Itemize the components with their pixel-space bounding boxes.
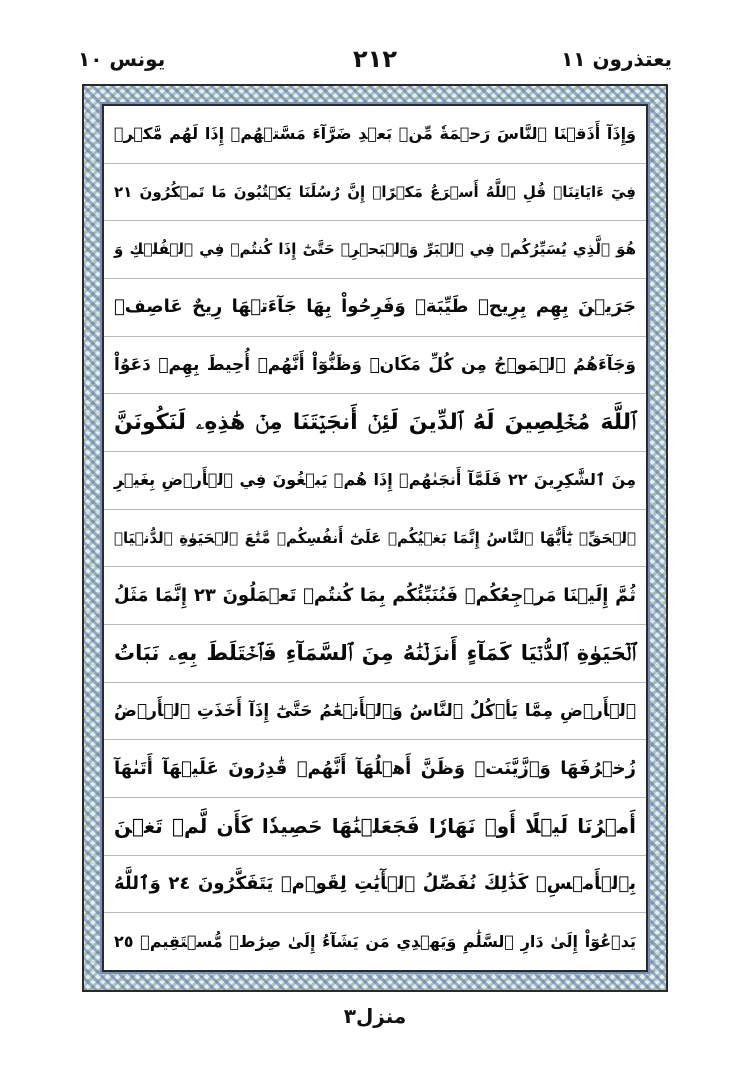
verse-text: فِيٓ ءَايَاتِنَاۚ قُلِ ٱللَّهُ أَسۡرَعُ مَكۡرًاۚ إِنَّ رُسُلَنَا يَكۡتُبُونَ مَا تَمۡكُرُونَ ٢١ [114,182,636,201]
text-line [104,394,646,452]
text-line [104,510,646,568]
verse-text: جَرَيۡنَ بِهِم بِرِيحٖ طَيِّبَةٖ وَفَرِحُواْ بِهَا جَآءَتۡهَا رِيحٌ عَاصِفٞ [114,296,636,318]
verse-text: وَإِذَآ أَذَقۡنَا ٱلنَّاسَ رَحۡمَةٗ مِّنۢ بَعۡدِ ضَرَّآءَ مَسَّتۡهُمۡ إِذَا لَهُم مَّكۡرٞ [114,124,637,144]
verse-text: ٱلۡحَيَوٰةِ ٱلدُّنۡيَا كَمَآءٍ أَنزَلۡنَٰهُ مِنَ ٱلسَّمَآءِ فَٱخۡتَلَطَ بِهِۦ نَبَاتُ [114,640,636,665]
verse-text: يَدۡعُوٓاْ إِلَىٰ دَارِ ٱلسَّلَٰمِ وَيَهۡدِي مَن يَشَآءُ إِلَىٰ صِرَٰطٖ مُّسۡتَقِيمٖ ٢٥ [114,931,636,951]
verse-text: زُخۡرُفَهَا وَٱزَّيَّنَتۡ وَظَنَّ أَهۡلُهَآ أَنَّهُمۡ قَٰدِرُونَ عَلَيۡهَآ أَتَىٰهَآ [114,757,636,779]
quran-text-area [102,104,648,972]
text-line [104,337,646,395]
text-line [104,798,646,856]
text-line [104,279,646,337]
verse-text: ثُمَّ إِلَيۡنَا مَرۡجِعُكُمۡ فَنُنَبِّئُكُم بِمَا كُنتُمۡ تَعۡمَلُونَ ٢٣ إِنَّمَا مَثَلُ [114,584,636,606]
verse-text: هُوَ ٱلَّذِي يُسَيِّرُكُمۡ فِي ٱلۡبَرِّ وَٱلۡبَحۡرِۖ حَتَّىٰٓ إِذَا كُنتُمۡ فِي ٱلۡفُلۡكِ وَ [114,240,636,259]
verse-text: مِنَ ٱلشَّٰكِرِينَ ٢٢ فَلَمَّآ أَنجَىٰهُمۡ إِذَا هُمۡ يَبۡغُونَ فِي ٱلۡأَرۡضِ بِغَيۡرِ [114,470,636,490]
text-line [104,625,646,683]
text-line [104,567,646,625]
verse-text: ٱلۡأَرۡضِ مِمَّا يَأۡكُلُ ٱلنَّاسُ وَٱلۡأَنۡعَٰمُ حَتَّىٰٓ إِذَآ أَخَذَتِ ٱلۡأَرۡضُ [114,700,636,721]
text-line [104,221,646,279]
verse-text: ٱللَّهَ مُخۡلِصِينَ لَهُ ٱلدِّينَ لَئِنۡ أَنجَيۡتَنَا مِنۡ هَٰذِهِۦ لَنَكُونَنَّ [114,409,636,435]
surah-name: يونس ١٠ [78,47,166,71]
verse-text: وَجَآءَهُمُ ٱلۡمَوۡجُ مِن كُلِّ مَكَانٖ وَظَنُّوٓاْ أَنَّهُمۡ أُحِيطَ بِهِمۡ دَعَوُاْ [114,354,636,375]
text-line [104,452,646,510]
page-header [78,44,672,80]
decorative-border [82,84,668,992]
text-line [104,856,646,914]
verse-text: ٱلۡحَقِّۗ يَٰٓأَيُّهَا ٱلنَّاسُ إِنَّمَا بَغۡيُكُمۡ عَلَىٰٓ أَنفُسِكُمۖ مَّتَٰعَ ٱلۡحَيَوٰةِ ٱلدُّنۡيَاۖ [114,528,636,547]
manzil-label: منزل٣ [343,1004,407,1028]
juz-name: يعتذرون ١١ [561,47,672,71]
page-number: ٢١٢ [353,45,397,73]
text-line [104,740,646,798]
text-line [104,106,646,164]
verse-text: أَمۡرُنَا لَيۡلًا أَوۡ نَهَارٗا فَجَعَلۡنَٰهَا حَصِيدٗا كَأَن لَّمۡ تَغۡنَ [114,814,636,839]
verse-text: بِٱلۡأَمۡسِۚ كَذَٰلِكَ نُفَصِّلُ ٱلۡأٓيَٰتِ لِقَوۡمٖ يَتَفَكَّرُونَ ٢٤ وَٱللَّهُ [114,873,636,895]
text-line [104,164,646,222]
text-line [104,913,646,970]
text-line [104,683,646,741]
